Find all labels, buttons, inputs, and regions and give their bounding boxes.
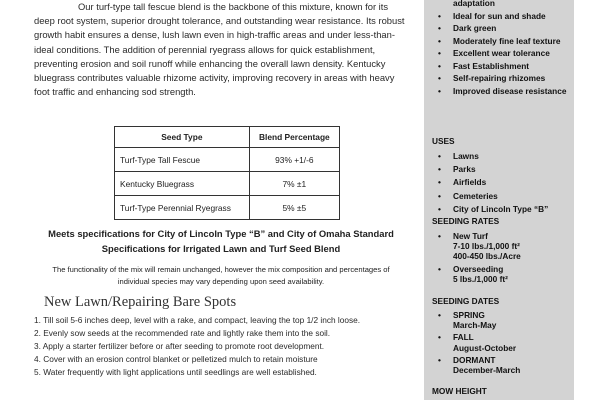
intro-paragraph: Our turf-type tall fescue blend is the backbone of this mixture, known for its deep root system, superior drought tolerance, and outstanding wear resistance. Its robust growth habit ensures a dense, lush lawn even in high-traffic areas and under less-than-ideal conditions. The addition of perennial ryegrass allows for quick establishment, preventing erosion and soil runoff while enhancing the overall lawn density. Kentucky bluegrass contributes valuable rhizome activity, improving recovery in areas with heavy foot traffic and enhancing sod strength. xyxy=(34,1,405,98)
step-item: 2. Evenly sow seeds at the recommended rate and lightly rake them into the soil. xyxy=(34,328,331,338)
blend-percentage-cell: 5% ±5 xyxy=(249,196,339,220)
date-item xyxy=(453,332,571,352)
rate-label: • Overseeding xyxy=(453,263,504,274)
table-header-seed-type: Seed Type xyxy=(115,127,250,148)
season-label: • SPRING xyxy=(453,310,485,320)
use-item: • City of Lincoln Type “B” xyxy=(453,204,548,214)
spec-line: Meets specifications for City of Lincoln Type “B” and City of Omaha Standard xyxy=(48,228,394,239)
table-row xyxy=(115,148,340,172)
seeding-dates-list xyxy=(453,310,571,375)
uses-list xyxy=(453,151,548,217)
table-header-blend-percentage: Blend Percentage xyxy=(249,127,339,148)
rate-item xyxy=(453,264,571,284)
note-line: The functionality of the mix will remain unchanged, however the mix composition and percentages of xyxy=(52,265,390,274)
feature-item: • Ideal for sun and shade xyxy=(453,11,571,21)
rate-label: • New Turf xyxy=(453,231,488,241)
rate-value: 7-10 lbs./1,000 ft² xyxy=(453,241,520,252)
season-label: • FALL xyxy=(453,332,474,343)
seeding-rates-list xyxy=(453,231,571,284)
rate-value: 5 lbs./1,000 ft² xyxy=(453,273,508,284)
feature-item: • Excellent wear tolerance xyxy=(453,48,571,58)
main-content xyxy=(34,0,414,400)
note-line: individual species may vary depending upon seed availability. xyxy=(117,276,325,286)
table-row xyxy=(115,172,340,196)
season-range: March-May xyxy=(453,320,497,331)
rate-value: 400-450 lbs./Acre xyxy=(453,251,521,262)
uses-heading: USES xyxy=(432,136,455,146)
seed-type-cell: Turf-Type Tall Fescue xyxy=(115,148,250,172)
season-label: • DORMANT xyxy=(453,354,496,365)
section-title: New Lawn/Repairing Bare Spots xyxy=(44,294,237,310)
spec-line: Specifications for Irrigated Lawn and Turf Seed Blend xyxy=(101,243,341,254)
feature-item: • Self-repairing rhizomes xyxy=(453,73,571,83)
table-row xyxy=(115,196,340,220)
use-item: • Airfields xyxy=(453,177,548,187)
instruction-steps xyxy=(34,314,414,379)
use-item: • Parks xyxy=(453,164,548,174)
specification-statement xyxy=(34,226,408,256)
rate-item xyxy=(453,231,571,262)
feature-list xyxy=(453,0,571,98)
mow-height-heading: MOW HEIGHT xyxy=(432,386,487,396)
use-item: • Cemeteries xyxy=(453,191,548,201)
step-item: 3. Apply a starter fertilizer before or after seeding to promote root development. xyxy=(34,341,325,351)
date-item xyxy=(453,355,571,375)
seed-blend-table xyxy=(114,126,340,220)
feature-item: • Moderately fine leaf texture xyxy=(453,36,571,46)
availability-note xyxy=(34,264,408,287)
blend-percentage-cell: 7% ±1 xyxy=(249,172,339,196)
seeding-dates-heading: SEEDING DATES xyxy=(432,296,500,306)
step-item: 4. Cover with an erosion control blanket or pelletized mulch to retain moisture xyxy=(34,354,318,364)
seeding-rates-heading: SEEDING RATES xyxy=(432,216,500,226)
product-sidebar xyxy=(424,0,574,400)
season-range: August-October xyxy=(453,342,517,353)
seed-type-cell: Kentucky Bluegrass xyxy=(115,172,250,196)
step-item: 1. Till soil 5-6 inches deep, level with a rake, and compact, leaving the top 1/2 inch loose. xyxy=(34,315,361,325)
feature-item: adaptation xyxy=(453,0,495,8)
step-item: 5. Water frequently with light applications until seedlings are well established. xyxy=(34,367,317,377)
feature-item: • Fast Establishment xyxy=(453,61,571,71)
feature-item: • Improved disease resistance xyxy=(453,86,571,96)
seed-type-cell: Turf-Type Perennial Ryegrass xyxy=(115,196,250,220)
table-header-row xyxy=(115,127,340,148)
feature-item: • Dark green xyxy=(453,23,571,33)
blend-percentage-cell: 93% +1/-6 xyxy=(249,148,339,172)
use-item: • Lawns xyxy=(453,151,548,161)
season-range: December-March xyxy=(453,365,521,376)
date-item xyxy=(453,310,571,330)
